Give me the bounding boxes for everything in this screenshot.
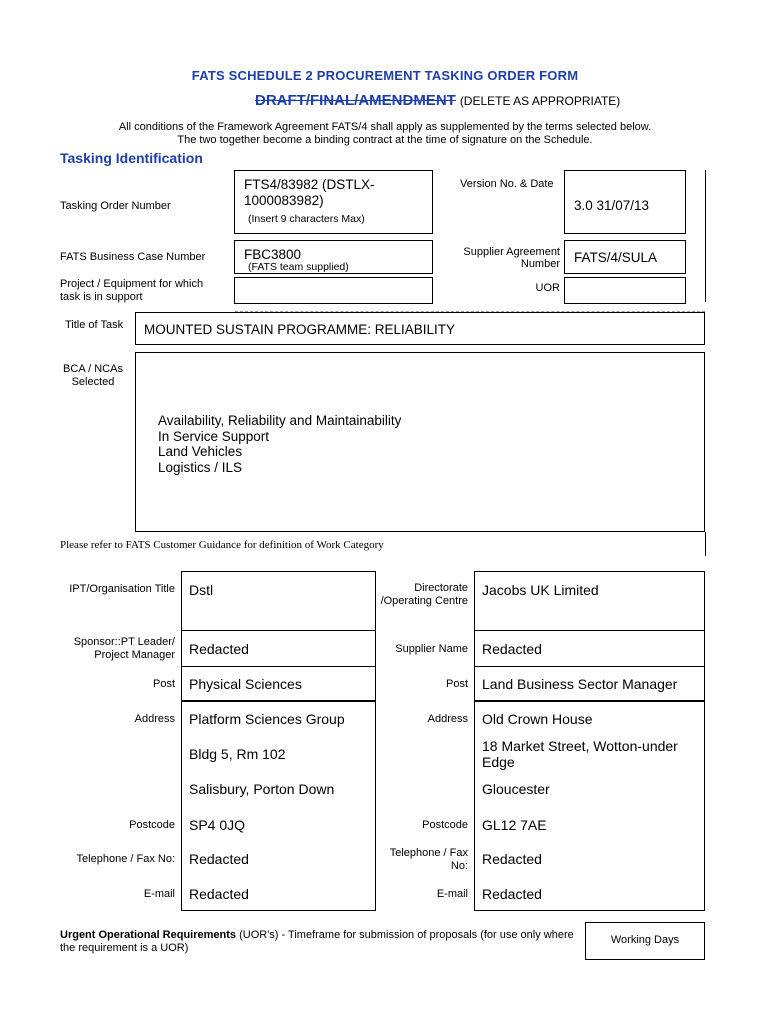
project-box[interactable]: [234, 277, 433, 304]
tel-value-left[interactable]: Redacted: [189, 851, 249, 867]
order-number-value: FTS4/83982 (DSTLX-1000083982): [244, 177, 375, 208]
postcode-value-right[interactable]: GL12 7AE: [482, 817, 547, 833]
business-case-value: FBC3800: [244, 247, 302, 262]
post-value-right[interactable]: Land Business Sector Manager: [482, 676, 678, 692]
right-border: [705, 170, 706, 302]
right-lower-box: [474, 701, 705, 911]
bca-item: Land Vehicles: [158, 444, 243, 459]
draft-status-line: [255, 92, 620, 109]
working-days-label: Working Days: [610, 934, 680, 946]
bca-box[interactable]: [135, 352, 705, 532]
postcode-label-left: Postcode: [129, 819, 175, 831]
delete-note: (DELETE AS APPROPRIATE): [459, 94, 621, 108]
directorate-value[interactable]: Jacobs UK Limited: [482, 582, 599, 598]
working-days-box[interactable]: [585, 922, 705, 960]
business-case-label: FATS Business Case Number: [60, 251, 206, 263]
address-line-right[interactable]: Gloucester: [482, 781, 550, 797]
section-title: Tasking Identification: [60, 150, 203, 166]
address-line-left[interactable]: Platform Sciences Group: [189, 711, 345, 727]
version-value: 3.0 31/07/13: [574, 198, 650, 213]
conditions-line-2: The two together become a binding contract at the time of signature on the Schedule.: [177, 134, 593, 146]
address-label-left: Address: [134, 713, 175, 725]
post-label-right: Post: [445, 678, 468, 690]
email-value-right[interactable]: Redacted: [482, 886, 542, 902]
version-label: Version No. & Date: [460, 178, 554, 190]
version-box[interactable]: [564, 170, 686, 234]
bca-item: Availability, Reliability and Maintainability: [158, 413, 402, 428]
supplier-value[interactable]: Redacted: [482, 641, 542, 657]
divider: [475, 630, 704, 631]
conditions-line-1: All conditions of the Framework Agreement FATS/4 shall apply as supplemented by the terms selected below.: [118, 121, 652, 133]
sponsor-value[interactable]: Redacted: [189, 641, 249, 657]
divider: [182, 666, 375, 667]
business-case-hint: (FATS team supplied): [248, 261, 349, 273]
tel-label-left: Telephone / Fax No:: [76, 853, 175, 865]
title-of-task-box[interactable]: [135, 312, 705, 345]
post-value-left[interactable]: Physical Sciences: [189, 676, 302, 692]
draft-status: DRAFT/FINAL/AMENDMENT: [255, 92, 456, 109]
directorate-label: Directorate /Operating Centre: [380, 582, 468, 607]
left-lower-box: [181, 701, 376, 911]
email-value-left[interactable]: Redacted: [189, 886, 249, 902]
ipt-label: IPT/Organisation Title: [69, 583, 175, 595]
order-number-box[interactable]: [234, 170, 433, 234]
post-label-left: Post: [152, 678, 175, 690]
supplier-agreement-label: Supplier Agreement Number: [463, 246, 560, 270]
bca-label: BCA / NCAs Selected: [63, 363, 123, 388]
uor-label: UOR: [535, 282, 560, 294]
bca-item: Logistics / ILS: [158, 459, 243, 475]
title-of-task-label: Title of Task: [65, 319, 124, 331]
form-title: FATS SCHEDULE 2 PROCUREMENT TASKING ORDER FORM: [191, 68, 579, 83]
sponsor-label: Sponsor::PT Leader/ Project Manager: [73, 636, 175, 661]
tel-label-right: Telephone / Fax No:: [389, 847, 468, 872]
uor-note-bold: Urgent Operational Requirements: [60, 929, 237, 941]
divider: [182, 630, 375, 631]
supplier-agreement-box[interactable]: [564, 240, 686, 274]
address-line-left[interactable]: Bldg 5, Rm 102: [189, 746, 286, 762]
postcode-label-right: Postcode: [422, 819, 468, 831]
order-number-hint: (Insert 9 characters Max): [248, 213, 365, 225]
title-of-task-value: MOUNTED SUSTAIN PROGRAMME: RELIABILITY: [144, 322, 456, 337]
postcode-value-left[interactable]: SP4 0JQ: [189, 817, 246, 833]
email-label-right: E-mail: [436, 888, 468, 900]
address-label-right: Address: [427, 713, 468, 725]
address-line-left[interactable]: Salisbury, Porton Down: [189, 781, 335, 797]
supplier-agreement-value: FATS/4/SULA: [574, 250, 658, 265]
refer-note: Please refer to FATS Customer Guidance for definition of Work Category: [60, 539, 384, 551]
ipt-value[interactable]: Dstl: [189, 582, 214, 598]
order-number-label: Tasking Order Number: [60, 200, 171, 212]
business-case-box[interactable]: [234, 240, 433, 274]
tel-value-right[interactable]: Redacted: [482, 851, 542, 867]
uor-note-text: (UOR's) - Timeframe for submission of proposals (for use only where the requirement is a UOR): [60, 929, 574, 954]
bca-list: [158, 413, 401, 475]
address-line-right[interactable]: 18 Market Street, Wotton-under Edge: [482, 738, 678, 770]
uor-box[interactable]: [564, 277, 686, 304]
right-border-lower: [705, 532, 706, 556]
uor-note: [60, 929, 580, 955]
bca-item: In Service Support: [158, 428, 270, 444]
supplier-label: Supplier Name: [395, 643, 468, 655]
project-label: Project / Equipment for which task is in support: [60, 278, 204, 303]
address-line-right[interactable]: Old Crown House: [482, 711, 593, 727]
divider: [475, 666, 704, 667]
email-label-left: E-mail: [143, 888, 175, 900]
